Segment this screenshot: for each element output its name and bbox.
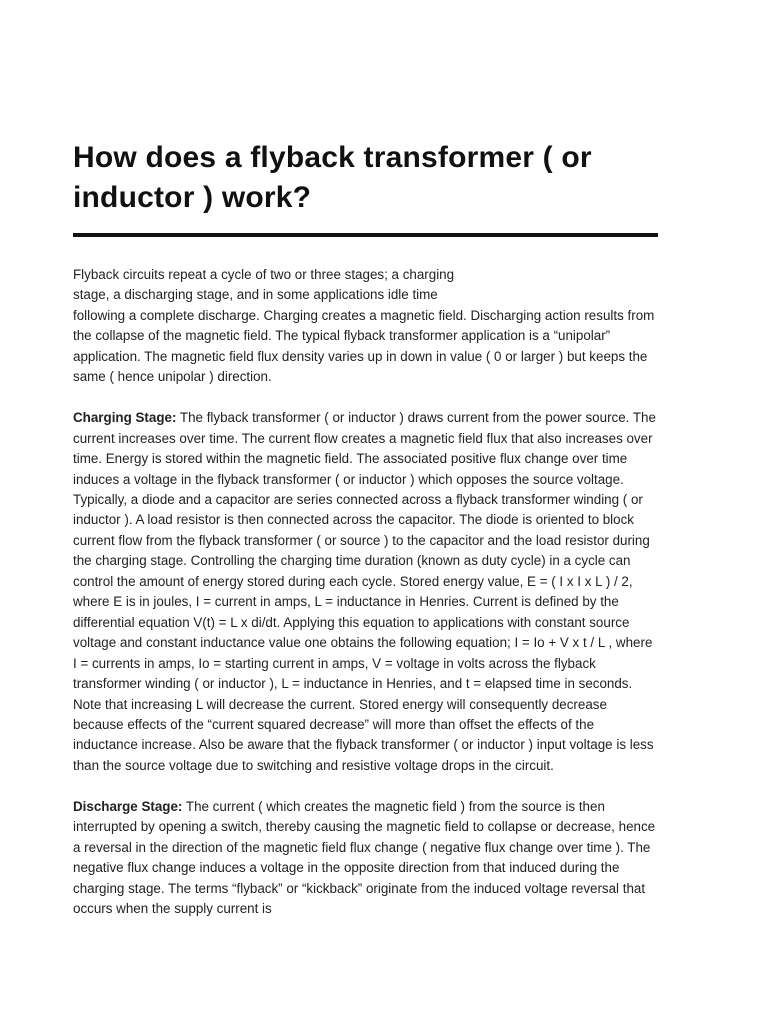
article-title: How does a flyback transformer ( or inductor ) work?	[73, 141, 592, 214]
discharge-stage-label: Discharge Stage:	[73, 798, 183, 814]
article	[73, 138, 658, 940]
intro-line-2: stage, a discharging stage, and in some applications idle time	[73, 287, 438, 303]
charging-stage-paragraph	[73, 408, 658, 776]
discharge-stage-paragraph	[73, 797, 658, 920]
intro-line-3: following a complete discharge. Charging creates a magnetic field. Discharging action results from the collapse of the magnetic field. The typical flyback transformer application is a “unipolar” application. The magnetic field flux density varies up in down in value ( 0 or larger ) but keeps the same ( hence unipolar ) direction.	[73, 307, 655, 385]
charging-stage-label: Charging Stage:	[73, 410, 177, 426]
charging-stage-text: The flyback transformer ( or inductor ) draws current from the power source. The current increases over time. The current flow creates a magnetic field flux that also increases over time. Energy is stored within the magnetic field. The associated positive flux change over time induces a voltage in the flyback transformer ( or inductor ) which opposes the source voltage. Typically, a diode and a capacitor are series connected across a flyback transformer winding ( or inductor ). A load resistor is then connected across the capacitor. The diode is oriented to block current flow from the flyback transformer ( or source ) to the capacitor and the load resistor during the charging stage. Controlling the charging time duration (known as duty cycle) in a cycle can control the amount of energy stored during each cycle. Stored energy value, E = ( I x I x L ) / 2, where E is in joules, I = current in amps, L = inductance in Henries. Current is defined by the differential equation V(t) = L x di/dt. Applying this equation to applications with constant source voltage and constant inductance value one obtains the following equation; I = Io + V x t / L , where I = currents in amps, Io = starting current in amps, V = voltage in volts across the flyback transformer winding ( or inductor ), L = inductance in Henries, and t = elapsed time in seconds. Note that increasing L will decrease the current. Stored energy will consequently decrease because effects of the “current squared decrease” will more than offset the effects of the inductance increase. Also be aware that the flyback transformer ( or inductor ) input voltage is less than the source voltage due to switching and resistive voltage drops in the circuit.	[73, 410, 656, 773]
intro-line-1: Flyback circuits repeat a cycle of two or three stages; a charging	[73, 267, 455, 282]
article-body	[73, 265, 658, 919]
title-divider	[73, 233, 658, 237]
intro-paragraph	[73, 265, 658, 388]
discharge-stage-text: The current ( which creates the magnetic field ) from the source is then interrupted by opening a switch, thereby causing the magnetic field to collapse or decrease, hence a reversal in the direction of the magnetic field flux change ( negative flux change over time ). The negative flux change induces a voltage in the opposite direction from that induced during the charging stage. The terms “flyback” or “kickback” originate from the induced voltage reversal that occurs when the supply current is	[73, 798, 656, 917]
